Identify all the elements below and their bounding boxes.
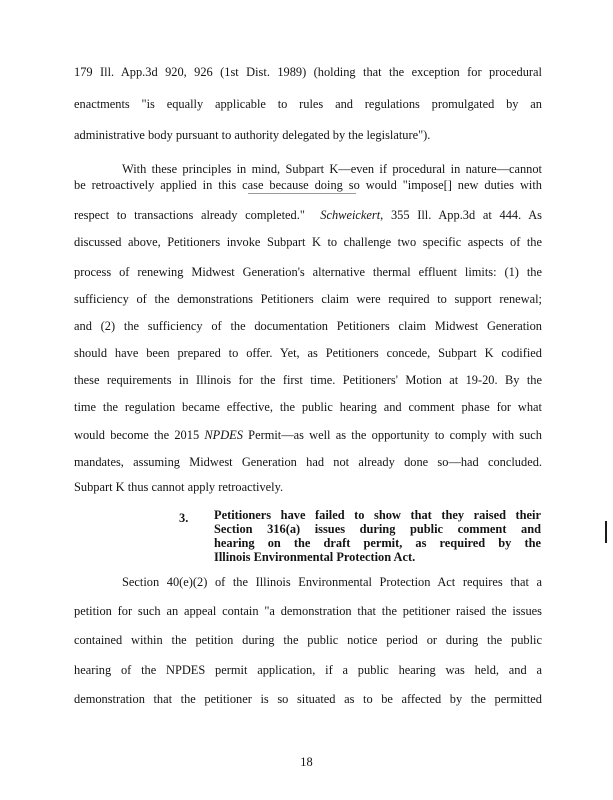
body-text-line: be retroactively applied in this case because doing so would "impose[] new duties with: [74, 178, 542, 192]
page-number: 18: [300, 755, 313, 769]
body-text-line: 179 Ill. App.3d 920, 926 (1st Dist. 1989) (holding that the exception for procedural: [74, 65, 542, 79]
body-text-line: Section 40(e)(2) of the Illinois Environmental Protection Act requires that a: [122, 575, 542, 589]
body-text-line: mandates, assuming Midwest Generation had not already done so—had concluded.: [74, 455, 542, 469]
body-text-line: discussed above, Petitioners invoke Subpart K to challenge two specific aspects of the: [74, 235, 542, 249]
scan-artifact-line: [248, 193, 356, 194]
section-number: 3.: [179, 511, 189, 525]
body-text-line: [74, 207, 542, 223]
case-citation: Schweickert: [320, 208, 381, 222]
body-text-line: process of renewing Midwest Generation's alternative thermal effluent limits: (1) the: [74, 265, 542, 279]
quote-fragment: respect to transactions already completed.": [74, 208, 305, 222]
body-text-line: hearing of the NPDES permit application, if a public hearing was held, and a: [74, 663, 542, 677]
body-text-line: and (2) the sufficiency of the documentation Petitioners claim Midwest Generation: [74, 319, 542, 333]
body-text-line: time the regulation became effective, the public hearing and comment phase for what: [74, 400, 542, 414]
body-text-line: Subpart K thus cannot apply retroactively.: [74, 480, 284, 494]
citation-pin: , 355 Ill. App.3d at 444. As: [380, 208, 542, 222]
body-text-line: With these principles in mind, Subpart K—even if procedural in nature—cannot: [122, 162, 542, 176]
section-heading-line: Section 316(a) issues during public comment and: [214, 522, 541, 536]
permit-acronym: NPDES: [204, 428, 243, 442]
body-text-line: contained within the petition during the public notice period or during the public: [74, 633, 542, 647]
body-text-line: demonstration that the petitioner is so situated as to be affected by the permitted: [74, 692, 542, 706]
scan-artifact-mark: [605, 521, 607, 543]
body-text-line: administrative body pursuant to authority delegated by the legislature").: [74, 128, 431, 142]
body-text-line: [74, 427, 542, 443]
body-text-line: enactments "is equally applicable to rules and regulations promulgated by an: [74, 97, 542, 111]
body-text-line: should have been prepared to offer. Yet, as Petitioners concede, Subpart K codified: [74, 346, 542, 360]
text-fragment: would become the 2015: [74, 428, 200, 442]
body-text-line: sufficiency of the demonstrations Petitioners claim were required to support renewal;: [74, 292, 542, 306]
body-text-line: these requirements in Illinois for the first time. Petitioners' Motion at 19-20. By the: [74, 373, 542, 387]
body-text-line: petition for such an appeal contain "a demonstration that the petitioner raised the issues: [74, 604, 542, 618]
text-fragment: Permit—as well as the opportunity to comply with such: [242, 428, 542, 442]
section-heading-line: hearing on the draft permit, as required by the: [214, 536, 541, 550]
section-heading-line: Petitioners have failed to show that they raised their: [214, 508, 541, 522]
section-heading-line: Illinois Environmental Protection Act.: [214, 550, 416, 564]
